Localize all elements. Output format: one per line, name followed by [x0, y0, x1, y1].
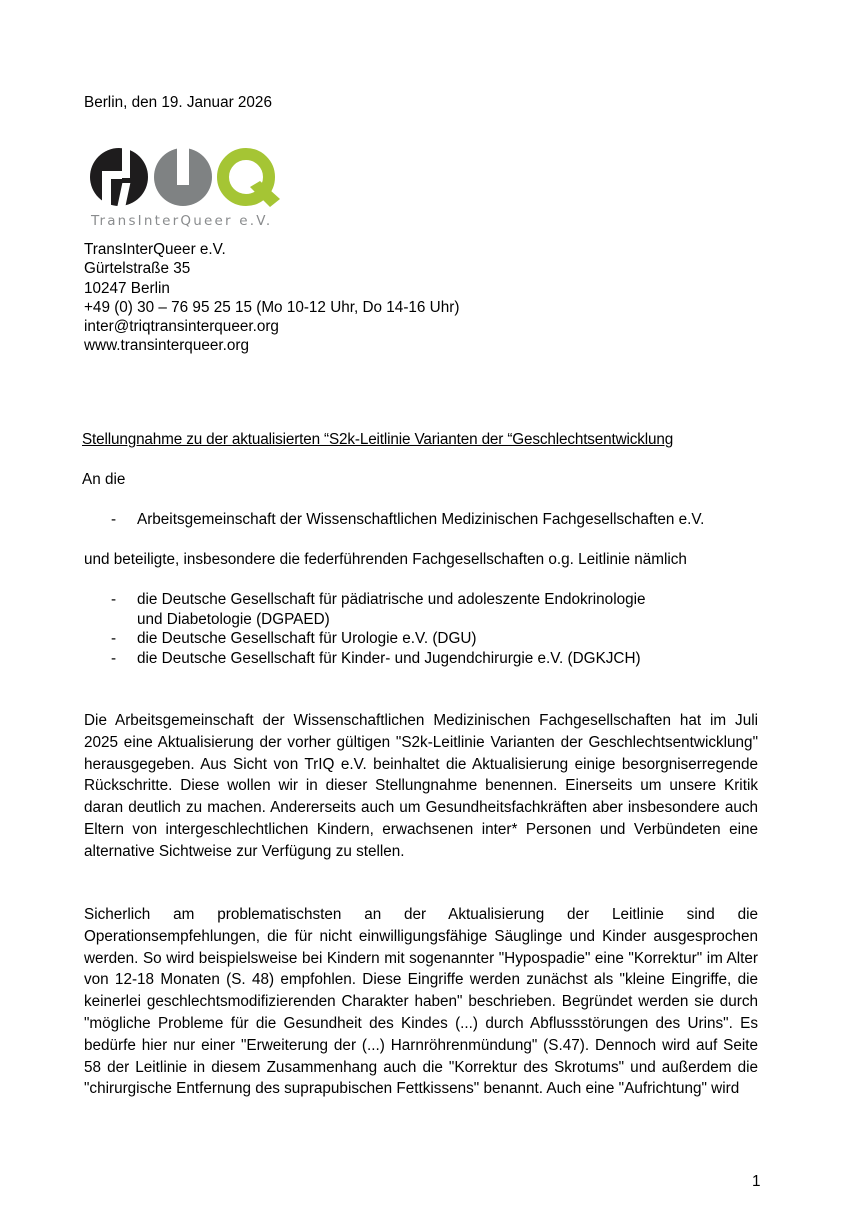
address-line-name: TransInterQueer e.V.: [84, 241, 226, 258]
address-line-website: www.transinterqueer.org: [84, 337, 249, 355]
list-dash: -: [111, 511, 117, 528]
logo-wordmark: TransInterQueer e.V.: [91, 213, 273, 229]
list-dash: -: [111, 591, 117, 608]
letter-date: Berlin, den 19. Januar 2026: [84, 94, 272, 111]
subject-line: Stellungnahme zu der aktualisierten “S2k-Leitlinie Varianten der “Geschlechtsentwicklung: [82, 431, 674, 448]
primary-recipient-list: [84, 510, 704, 530]
list-item: - die Deutsche Gesellschaft für pädiatrische und adoleszente Endokrinologie: [111, 591, 646, 608]
list-item-continuation: und Diabetologie (DGPAED): [137, 610, 330, 628]
body-paragraph: Sicherlich am problematischsten an der Aktualisierung der Leitlinie sind die Operationsempfehlungen, die für nicht einwilligungsfähige Säuglinge und Kinder ausgesprochen werden. So wird beispielsweise bei Kindern mit sogenannter "Hypospadie" eine "Korrektur" im Alter von 12-18 Monaten (S. 48) empfohlen. Diese Eingriffe werden zunächst als "kleine Eingriffe, die keinerlei geschlechtsmodifizierenden Charakter haben" beschrieben. Begründet werden sie durch "mögliche Probleme für die Gesundheit des Kindes (...) durch Abflussstörungen des Urins". Es bedürfe hier nur einer "Erweiterung der (...) Harnröhrenmündung" (S.47). Dennoch wird auf Seite 58 der Leitlinie in diesem Zusammenhang auch die "Korrektur des Skrotums" und außerdem die "chirurgische Entfernung des suprapubischen Fettkissens" benannt. Auch eine "Aufrichtung" wird: [84, 906, 758, 1098]
triq-logo-icon: [88, 147, 283, 229]
sender-address: [84, 240, 459, 356]
address-line-city: 10247 Berlin: [84, 279, 170, 297]
list-dash: -: [111, 630, 117, 647]
list-item: - die Deutsche Gesellschaft für Kinder- und Jugendchirurgie e.V. (DGKJCH): [111, 649, 641, 667]
list-item: - Arbeitsgemeinschaft der Wissenschaftlichen Medizinischen Fachgesellschaften e.V.: [111, 511, 705, 528]
list-dash: -: [111, 649, 117, 667]
triq-logo: [88, 147, 283, 229]
salutation: An die: [82, 471, 126, 488]
secondary-recipient-list: [84, 590, 646, 668]
address-line-phone: +49 (0) 30 – 76 95 25 15 (Mo 10-12 Uhr, Do 14-16 Uhr): [84, 298, 460, 316]
intro-text: und beteiligte, insbesondere die federführenden Fachgesellschaften o.g. Leitlinie nämlich: [84, 551, 687, 568]
address-line-street: Gürtelstraße 35: [84, 260, 191, 278]
address-line-email: inter@triqtransinterqueer.org: [84, 318, 279, 336]
body-paragraph: Die Arbeitsgemeinschaft der Wissenschaftlichen Medizinischen Fachgesellschaften hat im Juli 2025 eine Aktualisierung der vorher gültigen "S2k-Leitlinie Varianten der Geschlechtsentwicklung" herausgegeben. Aus Sicht von TrIQ e.V. beinhaltet die Aktualisierung einige besorgniserregende Rückschritte. Diese wollen wir in dieser Stellungnahme benennen. Einerseits um unsere Kritik daran deutlich zu machen. Andererseits auch um Gesundheitsfachkräften aber insbesondere auch Eltern von intergeschlechtlichen Kindern, erwachsenen inter* Personen und Verbündeten eine alternative Sichtweise zur Verfügung zu stellen.: [84, 712, 758, 860]
page-number: 1: [752, 1173, 761, 1190]
list-item: - die Deutsche Gesellschaft für Urologie e.V. (DGU): [111, 630, 477, 647]
